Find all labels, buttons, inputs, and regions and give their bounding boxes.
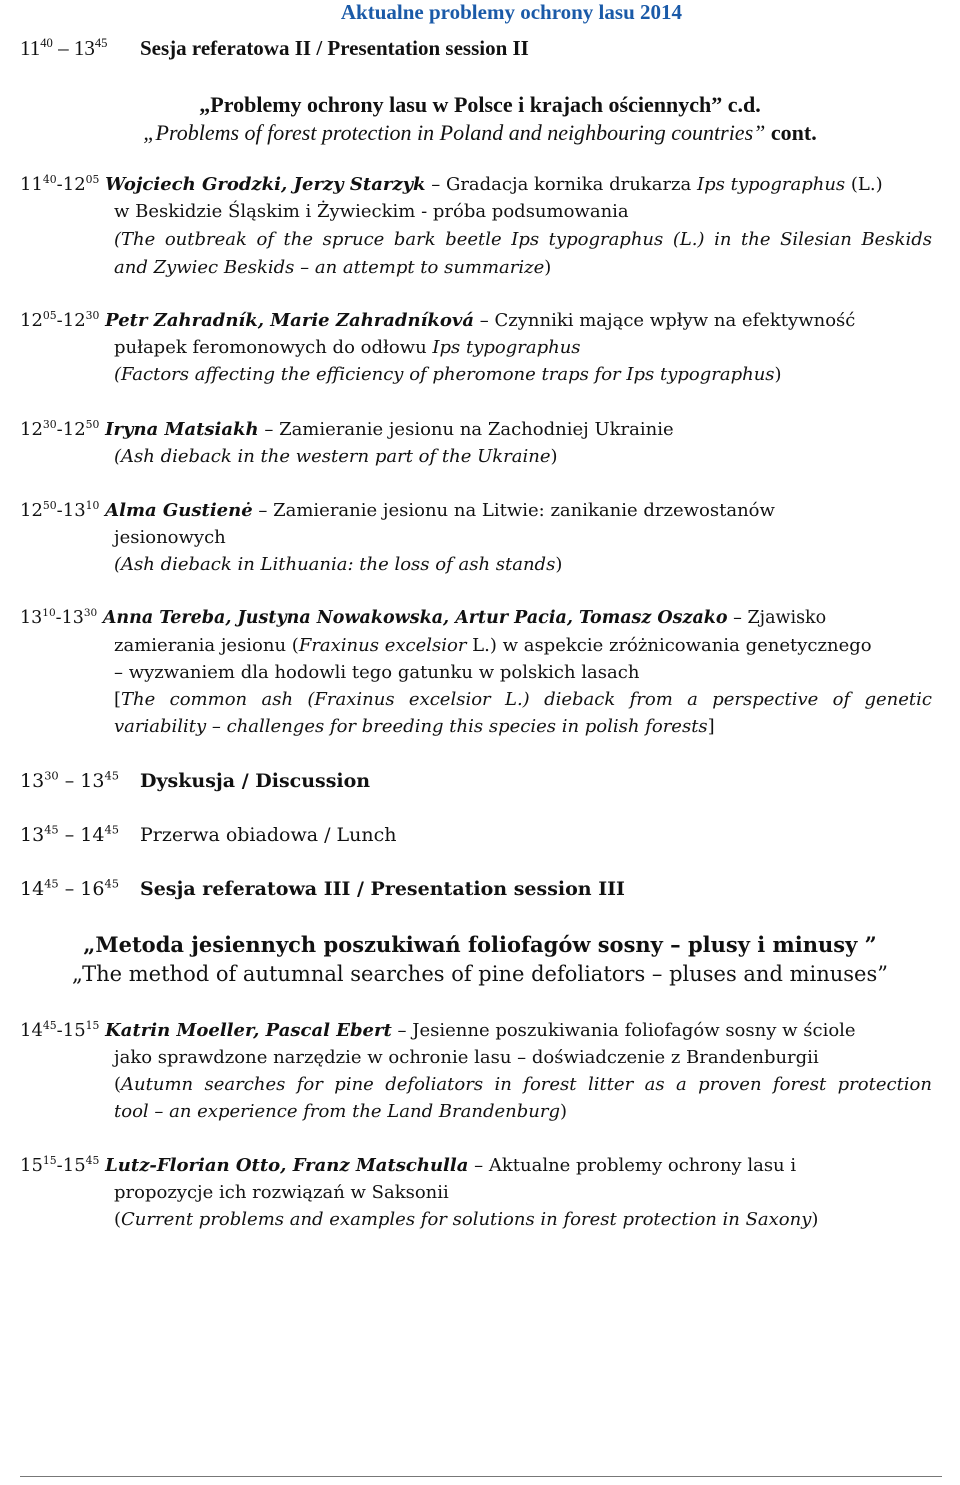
talk-line-2: pułapek feromonowych do odłowu Ips typographus xyxy=(114,337,581,358)
talk-line-1: $12^{30}-12^{50}$ Iryna Matsiakh – Zamieranie jesionu na Zachodniej Ukrainie xyxy=(20,417,674,440)
talk-line-3: (Factors affecting the efficiency of pheromone traps for Ips typographus) xyxy=(114,364,782,385)
session-3-label: Sesja referatowa III / Presentation session III xyxy=(140,878,625,900)
talk-line-1: $12^{05}-12^{30}$ Petr Zahradník, Marie Zahradníková – Czynniki mające wpływ na efektywność xyxy=(20,308,856,331)
talk-line-1: $13^{10}-13^{30}$ Anna Tereba, Justyna Nowakowska, Artur Pacia, Tomasz Oszako – Zjawisko xyxy=(20,607,827,628)
talk-time: $12^{30}-12^{50}$ xyxy=(20,417,100,440)
session-2-time: $11^{40} - 13^{45}$ xyxy=(20,35,108,60)
talk-authors: Katrin Moeller, Pascal Ebert xyxy=(105,1020,392,1041)
session-2-label: Sesja referatowa II / Presentation session II xyxy=(140,36,529,60)
talk-time: $14^{45}-15^{15}$ xyxy=(20,1018,100,1041)
talk-line-2: jesionowych xyxy=(114,527,226,548)
talk-line-4: and Zywiec Beskids – an attempt to summarize) xyxy=(114,257,552,278)
talk-line-2: (Ash dieback in the western part of the Ukraine) xyxy=(114,446,558,467)
talk-time: $12^{50}-13^{10}$ xyxy=(20,498,100,521)
talk-line-1: $15^{15}-15^{45}$ Lutz-Florian Otto, Franz Matschulla – Aktualne problemy ochrony lasu i xyxy=(20,1153,797,1176)
talk-time: $12^{05}-12^{30}$ xyxy=(20,308,100,331)
talk-line-2: propozycje ich rozwiązań w Saksonii xyxy=(114,1182,449,1203)
talk-line-2: w Beskidzie Śląskim i Żywieckim - próba podsumowania xyxy=(114,201,629,222)
talk-time: $11^{40}-12^{05}$ xyxy=(20,172,100,195)
talk-line-3: (Ash dieback in Lithuania: the loss of ash stands) xyxy=(114,554,563,575)
lunch-row xyxy=(20,824,396,846)
discussion-row xyxy=(20,770,370,792)
lunch-label: Przerwa obiadowa / Lunch xyxy=(140,824,397,846)
session-2-title-pl: „Problemy ochrony lasu w Polsce i krajach ościennych” c.d. xyxy=(199,92,761,117)
talk-line-3: (Autumn searches for pine defoliators in forest litter as a proven forest protection xyxy=(114,1074,932,1095)
talk-authors: Lutz-Florian Otto, Franz Matschulla xyxy=(105,1155,469,1176)
running-header: Aktualne problemy ochrony lasu 2014 xyxy=(340,0,682,24)
talk-line-4: [The common ash (Fraxinus excelsior L.) dieback from a perspective of genetic xyxy=(114,689,932,710)
session-3-time: $14^{45} - 16^{45}$ xyxy=(20,876,119,900)
talk-line-2: jako sprawdzone narzędzie w ochronie lasu – doświadczenie z Brandenburgii xyxy=(114,1047,819,1068)
footer-divider xyxy=(20,1476,942,1477)
lunch-time: $13^{45} - 14^{45}$ xyxy=(20,822,119,846)
session-3-header xyxy=(20,878,625,900)
discussion-time: $13^{30} - 13^{45}$ xyxy=(20,768,119,792)
discussion-label: Dyskusja / Discussion xyxy=(140,770,371,792)
talk-line-3: (The outbreak of the spruce bark beetle Ips typographus (L.) in the Silesian Beskids xyxy=(114,229,932,250)
talk-authors: Alma Gustienė xyxy=(105,500,253,521)
talk-line-3: – wyzwaniem dla hodowli tego gatunku w polskich lasach xyxy=(114,662,640,683)
talk-line-5: variability – challenges for breeding this species in polish forests] xyxy=(114,716,715,737)
talk-authors: Petr Zahradník, Marie Zahradníková xyxy=(105,310,475,331)
talk-line-1: $11^{40}-12^{05}$ Wojciech Grodzki, Jerzy Starzyk – Gradacja kornika drukarza Ips typographus (L.) xyxy=(20,172,883,195)
talk-authors: Iryna Matsiakh xyxy=(105,419,259,440)
talk-line-2: zamierania jesionu (Fraxinus excelsior L.) w aspekcie zróżnicowania genetycznego xyxy=(114,635,872,656)
talk-authors: Anna Tereba, Justyna Nowakowska, Artur Pacia, Tomasz Oszako xyxy=(102,608,728,628)
talk-authors: Wojciech Grodzki, Jerzy Starzyk xyxy=(105,174,426,195)
session-2-title-en: „Problems of forest protection in Poland and neighbouring countries” cont. xyxy=(143,120,817,145)
session-3-title-pl: „Metoda jesiennych poszukiwań foliofagów sosny – plusy i minusy ” xyxy=(83,932,877,957)
talk-line-3: (Current problems and examples for solutions in forest protection in Saxony) xyxy=(114,1209,819,1230)
talk-line-1: $14^{45}-15^{15}$ Katrin Moeller, Pascal Ebert – Jesienne poszukiwania foliofagów sosny w ściole xyxy=(20,1018,856,1041)
talk-line-4: tool – an experience from the Land Brandenburg) xyxy=(114,1101,568,1122)
session-3-title-en: „The method of autumnal searches of pine defoliators – pluses and minuses” xyxy=(72,962,888,986)
talk-time: $13^{10}-13^{30}$ xyxy=(20,607,98,628)
session-2-header xyxy=(20,36,529,61)
talk-time: $15^{15}-15^{45}$ xyxy=(20,1153,100,1176)
talk-line-1: $12^{50}-13^{10}$ Alma Gustienė – Zamieranie jesionu na Litwie: zanikanie drzewostanów xyxy=(20,498,775,521)
